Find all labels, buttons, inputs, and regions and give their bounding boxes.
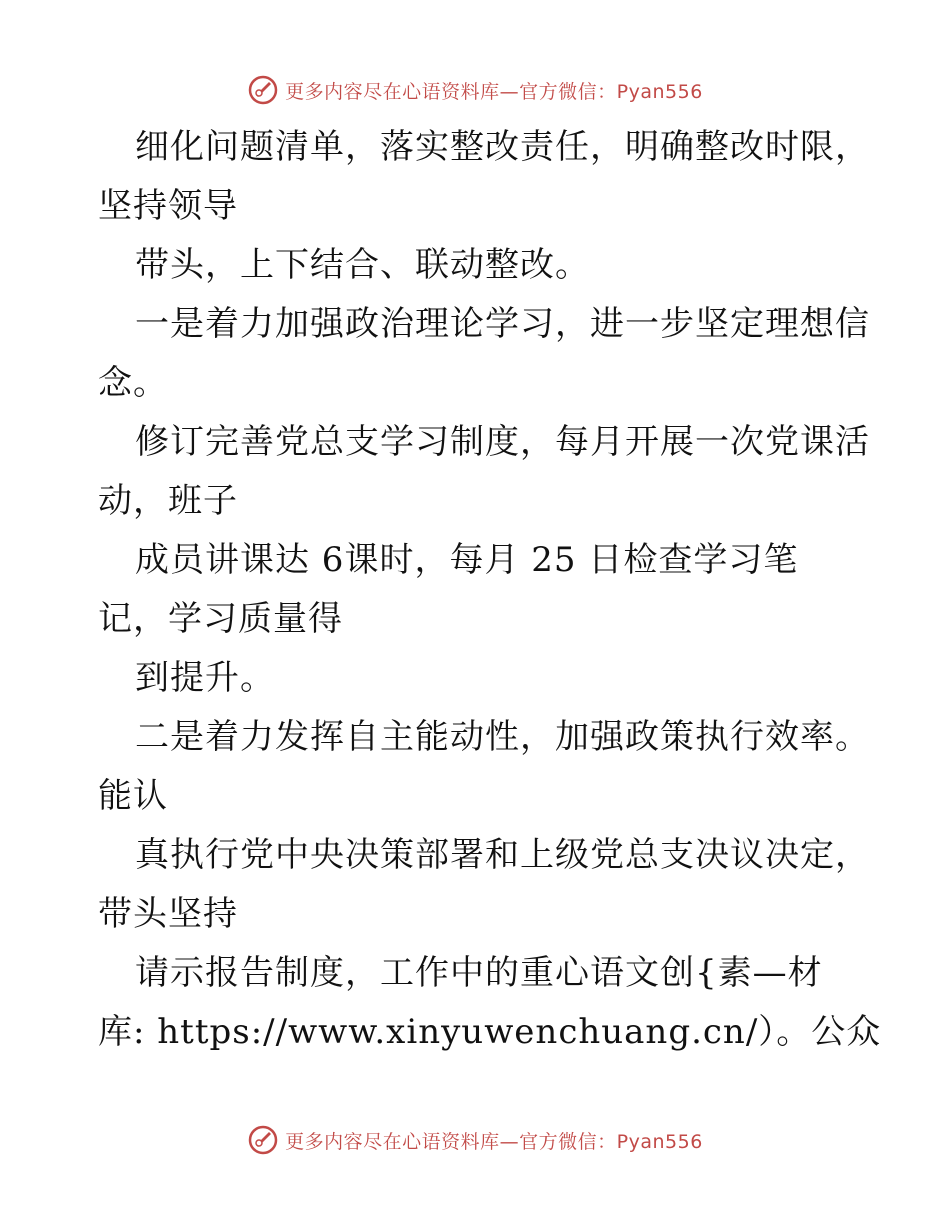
- text-line: 成员讲课达 6课时，每月 25 日检查学习笔: [135, 540, 799, 580]
- text-line: 到提升。: [135, 658, 275, 698]
- logo-icon: [247, 74, 279, 106]
- text-line: 能认: [98, 776, 168, 816]
- text-line: 细化问题清单，落实整改责任，明确整改时限，: [135, 127, 870, 167]
- text-line: 动，班子: [98, 481, 238, 521]
- text-line: 坚持领导: [98, 186, 238, 226]
- text-line: 二是着力发挥自主能动性，加强政策执行效率。: [135, 717, 870, 757]
- header-banner-text: 更多内容尽在心语资料库—官方微信：Pyan556: [285, 80, 703, 103]
- text-line: 念。: [98, 363, 168, 403]
- text-line: 一是着力加强政治理论学习，进一步坚定理想信: [135, 304, 870, 344]
- text-line: 记，学习质量得: [98, 599, 343, 639]
- text-line: 带头，上下结合、联动整改。: [135, 245, 590, 285]
- text-line: 带头坚持: [98, 894, 238, 934]
- document-body: [98, 118, 882, 1062]
- footer-banner: [0, 1120, 950, 1160]
- text-line: 请示报告制度，工作中的重心语文创{素—材: [135, 953, 823, 993]
- logo-icon: [247, 1124, 279, 1156]
- text-line: 库: https://www.xinyuwenchuang.cn/）。公众: [98, 1012, 882, 1052]
- header-banner: [0, 70, 950, 110]
- text-line: 修订完善党总支学习制度，每月开展一次党课活: [135, 422, 870, 462]
- text-line: 真执行党中央决策部署和上级党总支决议决定，: [135, 835, 870, 875]
- footer-banner-text: 更多内容尽在心语资料库—官方微信：Pyan556: [285, 1130, 703, 1153]
